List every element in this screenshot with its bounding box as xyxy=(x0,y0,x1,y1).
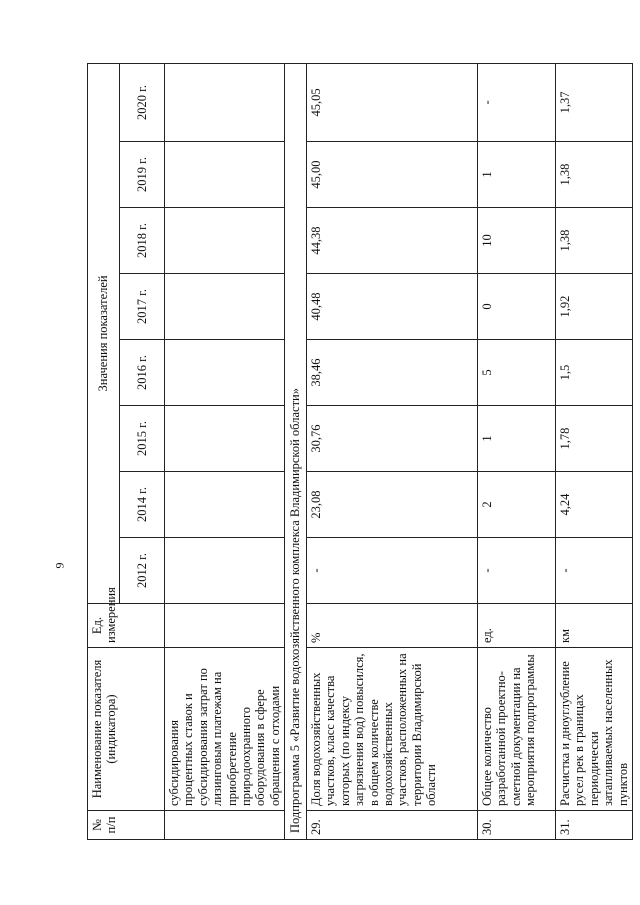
table-row xyxy=(165,63,285,839)
table-row xyxy=(307,63,478,839)
row-value: 45,00 xyxy=(307,142,478,208)
header-unit: Ед. измерения xyxy=(88,604,165,648)
header-year: 2018 г. xyxy=(120,208,165,274)
row-value: 1,5 xyxy=(556,340,633,406)
row-num: 30. xyxy=(478,811,556,840)
row-value: - xyxy=(478,538,556,604)
row-name: Общее количество разработанной проектно-сметной документации на мероприятия подпрограммы xyxy=(478,648,556,811)
row-value: 5 xyxy=(478,340,556,406)
header-year: 2014 г. xyxy=(120,472,165,538)
row-value: 2 xyxy=(478,472,556,538)
header-year: 2016 г. xyxy=(120,340,165,406)
table-row xyxy=(556,63,633,839)
subprogram-row xyxy=(285,63,307,839)
header-year: 2012 г. xyxy=(120,538,165,604)
row-value: 4,24 xyxy=(556,472,633,538)
row-value: 30,76 xyxy=(307,406,478,472)
indicator-table-container xyxy=(87,64,630,840)
indicator-table xyxy=(87,63,633,840)
header-name: Наименование показателя (индикатора) xyxy=(88,648,165,811)
row-value: 10 xyxy=(478,208,556,274)
row-value: 23,08 xyxy=(307,472,478,538)
row-value: 45,05 xyxy=(307,63,478,141)
header-year: 2015 г. xyxy=(120,406,165,472)
row-value: 0 xyxy=(478,274,556,340)
page-number: 9 xyxy=(52,562,67,568)
row-num: 31. xyxy=(556,811,633,840)
row-unit: ед. xyxy=(478,604,556,648)
row-value: 44,38 xyxy=(307,208,478,274)
row-value: 1,38 xyxy=(556,142,633,208)
row-value: - xyxy=(556,538,633,604)
table-row xyxy=(478,63,556,839)
row-value: 38,46 xyxy=(307,340,478,406)
row-value: 1,92 xyxy=(556,274,633,340)
row-value: 1 xyxy=(478,406,556,472)
row-name: Расчистка и дноуглубление русел рек в границах периодически затапливаемых населенных пунктов xyxy=(556,648,633,811)
row-unit: км xyxy=(556,604,633,648)
subprogram-title: Подпрограмма 5 «Развитие водохозяйственного комплекса Владимирской области» xyxy=(285,63,307,839)
row-num: 29. xyxy=(307,811,478,840)
header-values-group: Значения показателей xyxy=(88,63,120,603)
row-value: 1,37 xyxy=(556,63,633,141)
row-value: - xyxy=(307,538,478,604)
row-unit: % xyxy=(307,604,478,648)
row-value: 40,48 xyxy=(307,274,478,340)
row-value: 1,78 xyxy=(556,406,633,472)
row-value: 1 xyxy=(478,142,556,208)
header-num: № п/п xyxy=(88,811,165,840)
header-year: 2019 г. xyxy=(120,142,165,208)
header-year: 2020 г. xyxy=(120,63,165,141)
row-name: Доля водохозяйственных участков, класс качества которых (по индексу загрязнения вод) повысился, в общем количестве водохозяйственных участков, расположенных на территории Владимирской области xyxy=(307,648,478,811)
header-year: 2017 г. xyxy=(120,274,165,340)
row-value: - xyxy=(478,63,556,141)
row-value: 1,38 xyxy=(556,208,633,274)
row-name: субсидирования процентных ставок и субсидирования затрат по лизинговым платежам на приобретение природоохранного оборудования в сфере обращения с отходами xyxy=(165,648,285,811)
header-row xyxy=(88,63,120,839)
